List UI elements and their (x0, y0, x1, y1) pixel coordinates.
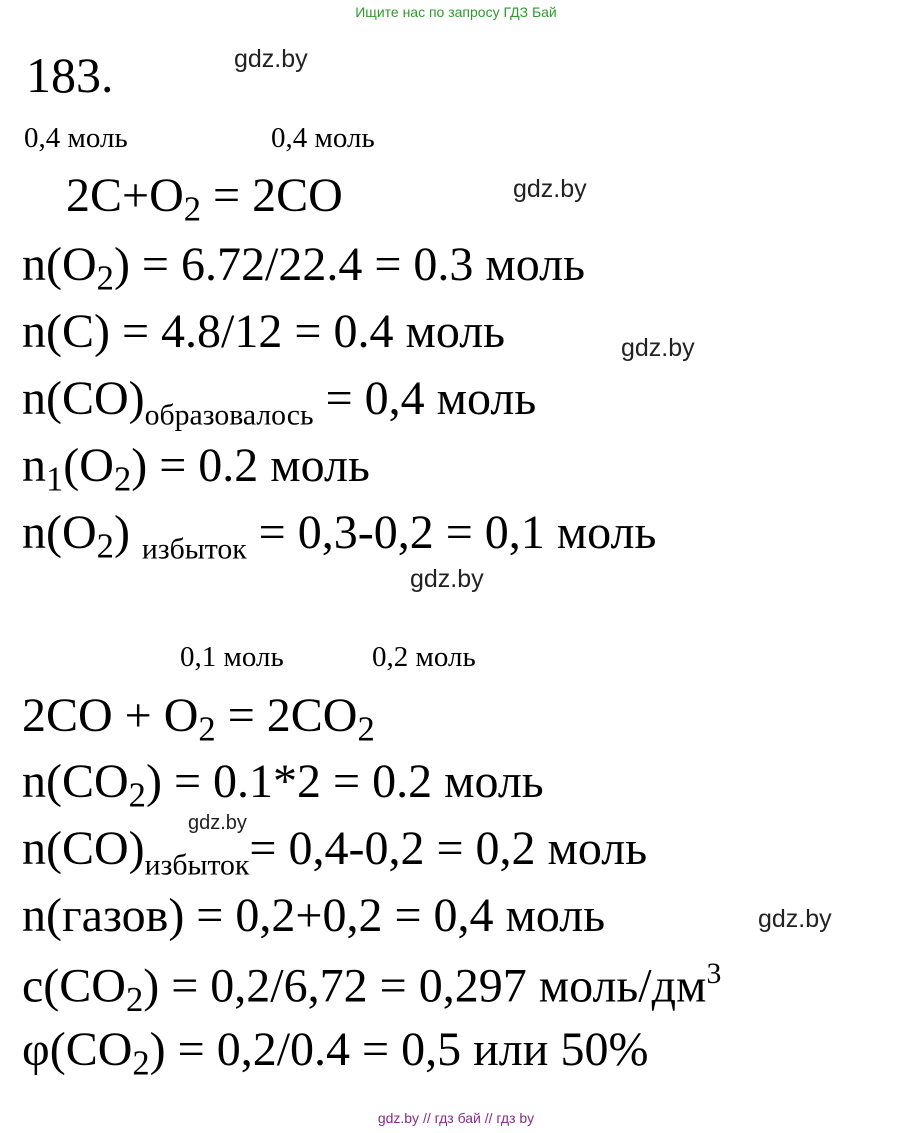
subscript: образовалось (144, 398, 314, 432)
subscript: избыток (141, 532, 247, 566)
watermark: gdz.by (188, 812, 247, 834)
equation-text: ) = 0,2/0.4 = 0,5 или 50% (149, 1023, 649, 1076)
subscript: 2 (125, 981, 144, 1020)
equation-text: = 2CO (215, 689, 358, 742)
equation-text: (O (63, 439, 114, 492)
watermark: gdz.by (410, 565, 484, 593)
subscript: 2 (357, 710, 375, 749)
subscript: избыток (144, 848, 250, 882)
subscript: 2 (128, 776, 146, 815)
calculation-line (22, 889, 606, 942)
calculation-line (22, 959, 721, 1018)
superscript: 3 (706, 957, 722, 990)
coefficient-label: 0,1 моль (180, 641, 284, 673)
equation-text: n(O (22, 506, 97, 559)
coefficient-label: 0,2 моль (372, 641, 476, 673)
equation-text: n (22, 439, 46, 492)
equation-text: ) = 0.2 моль (131, 439, 370, 492)
watermark: gdz.by (758, 905, 832, 933)
equation-text: n(CO) (22, 822, 145, 875)
equation-text: φ(CO (22, 1023, 133, 1076)
subscript: 1 (46, 460, 64, 499)
equation-text: ) (113, 506, 142, 559)
subscript: 2 (96, 259, 114, 298)
subscript: 2 (96, 527, 114, 566)
equation-text: ) = 0.1*2 = 0.2 моль (145, 755, 544, 808)
coefficient-label: 0,4 моль (24, 122, 128, 154)
equation-text: = 0,3-0,2 = 0,1 моль (246, 506, 657, 559)
calculation-line (22, 372, 537, 432)
subscript: 2 (198, 710, 216, 749)
watermark: gdz.by (621, 334, 695, 362)
calculation-line (22, 439, 370, 499)
equation-text: n(газов) = 0,2+0,2 = 0,4 моль (22, 889, 606, 942)
calculation-line (22, 238, 585, 298)
equation-text: = 2CO (201, 169, 343, 222)
subscript: 2 (183, 190, 202, 229)
footer-links[interactable]: gdz.by // гдз бай // гдз by (377, 1110, 535, 1126)
equation-text: n(C) = 4.8/12 = 0.4 моль (22, 305, 506, 358)
watermark: gdz.by (513, 175, 587, 203)
reaction-equation (22, 689, 375, 749)
subscript: 2 (132, 1044, 150, 1083)
equation-text: n(CO) (22, 372, 145, 425)
coefficient-label: 0,4 моль (271, 122, 375, 154)
equation-text: 2CO + O (22, 689, 199, 742)
equation-text: 2C+O (66, 169, 184, 222)
equation-text: ) = 0,2/6,72 = 0,297 моль/дм (143, 959, 707, 1013)
equation-text: ) = 6.72/22.4 = 0.3 моль (113, 238, 585, 291)
top-banner[interactable]: Ищите нас по запросу ГДЗ Бай (355, 4, 557, 20)
equation-text: c(CO (22, 959, 126, 1013)
watermark: gdz.by (234, 45, 308, 73)
reaction-equation (66, 169, 343, 229)
calculation-line (22, 1023, 649, 1083)
equation-text: n(O (22, 238, 97, 291)
calculation-line (22, 506, 657, 566)
equation-text: = 0,4-0,2 = 0,2 моль (249, 822, 648, 875)
calculation-line (22, 305, 506, 358)
subscript: 2 (113, 460, 132, 499)
equation-text: n(CO (22, 755, 129, 808)
equation-text: = 0,4 моль (313, 372, 537, 425)
task-number: 183. (26, 47, 114, 103)
calculation-line (22, 755, 544, 815)
